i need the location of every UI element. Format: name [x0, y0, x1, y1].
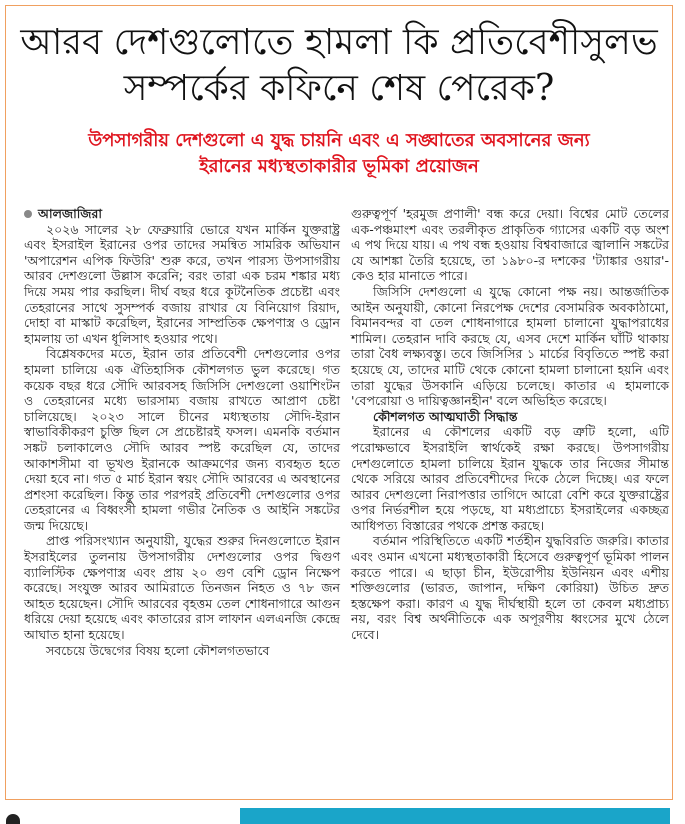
paragraph: ইরানের এ কৌশলের একটি বড় ত্রুটি হলো, এটি পরোক্ষভাবে ইসরাইলি স্বার্থকেই রক্ষা করছে। উপসাগরীয় দেশগুলোতে হামলা চালিয়ে ইরান যুদ্ধকে তার নিজের সীমান্ত থেকে সরিয়ে আরব প্রতিবেশীদের দিকে ঠেলে দিচ্ছে। এর ফলে আরব দেশগুলো নিরাপত্তার তাগিদে আরো বেশি করে যুক্তরাষ্ট্রের ওপর নির্ভরশীল হয়ে পড়ছে, যা মধ্যপ্রাচ্যে ইসরাইলের একচ্ছত্র আধিপত্য বিস্তারের পথকে প্রশস্ত করছে।: [351, 424, 669, 533]
paragraph: ২০২৬ সালের ২৮ ফেব্রুয়ারি ভোরে যখন মার্কিন যুক্তরাষ্ট্র এবং ইসরাইল ইরানের ওপর তাদের সমন্বিত সামরিক অভিযান 'অপারেশন এপিক ফিউরি' শুরু করে, তখন পারস্য উপসাগরীয় আরব দেশগুলো উল্লাস করেনি; বরং তারা এক চরম শঙ্কার মধ্য দিয়ে সময় পার করছিল। দীর্ঘ বছর ধরে কূটনৈতিক প্রচেষ্টা এবং তেহরানের সাথে সুসম্পর্ক বজায় রাখার যে বিনিয়োগ রিয়াদ, দোহা বা মাস্কাট করেছিল, ইরানের সাম্প্রতিক ক্ষেপণাস্ত্র ও ড্রোন হামলায় তা এখন ধূলিসাৎ হওয়ার পথে।: [24, 221, 340, 346]
next-article-fragment: [0, 808, 30, 824]
left-column: [24, 206, 340, 658]
paragraph: সবচেয়ে উদ্বেগের বিষয় হলো কৌশলগতভাবে: [46, 642, 270, 658]
byline-source: আলজাজিরা: [38, 206, 102, 221]
article-frame: [5, 5, 673, 800]
bullet-icon: [24, 210, 32, 218]
fragment-shape: [6, 814, 20, 824]
next-article-banner: [240, 808, 670, 824]
subheadline-line-1: উপসাগরীয় দেশগুলো এ যুদ্ধ চায়নি এবং এ সঙ্ঘাতের অবসানের জন্য: [88, 130, 590, 151]
byline: [24, 206, 340, 222]
paragraph: প্রাপ্ত পরিসংখ্যান অনুযায়ী, যুদ্ধের শুরুর দিনগুলোতে ইরান ইসরাইলের তুলনায় উপসাগরীয় দেশগুলোর ওপর দ্বিগুণ ব্যালিস্টিক ক্ষেপণাস্ত্র এবং প্রায় ২০ গুণ বেশি ড্রোন নিক্ষেপ করেছে। সংযুক্ত আরব আমিরাতে তিনজন নিহত ও ৭৮ জন আহত হয়েছেন। সৌদি আরবের বৃহত্তম তেল শোধনাগারে আগুন ধরিয়ে দেয়া হয়েছে এবং কাতারের রাস লাফান এলএনজি কেন্দ্রে আঘাত হানা হয়েছে।: [24, 533, 340, 643]
paragraph-continued: গুরুত্বপূর্ণ 'হরমুজ প্রণালী' বন্ধ করে দেয়া। বিশ্বের মোট তেলের এক-পঞ্চমাংশ এবং তরলীকৃত প্রাকৃতিক গ্যাসের একটি বড় অংশ এ পথ দিয়ে যায়। এ পথ বন্ধ হওয়ায় বিশ্ববাজারে জ্বালানি সঙ্কটের যে আশঙ্কা তৈরি হয়েছে, তা ১৯৮০-র দশকের 'ট্যাঙ্কার ওয়ার'-কেও হার মানাতে পারে।: [351, 206, 669, 284]
subheadline: [6, 128, 672, 180]
subheadline-line-2: ইরানের মধ্যস্থতাকারীর ভূমিকা প্রয়োজন: [199, 156, 479, 177]
right-column: [351, 206, 669, 643]
headline-line-1: আরব দেশগুলোতে হামলা কি প্রতিবেশীসুলভ: [20, 22, 658, 63]
paragraph: বর্তমান পরিস্থিতিতে একটি শর্তহীন যুদ্ধবিরতি জরুরি। কাতার এবং ওমান এখনো মধ্যস্থতাকারী হিসেবে গুরুত্বপূর্ণ ভূমিকা পালন করতে পারে। এ ছাড়া চীন, ইউরোপীয় ইউনিয়ন এবং এশীয় শক্তিগুলোর (ভারত, জাপান, দক্ষিণ কোরিয়া) উচিত দ্রুত হস্তক্ষেপ করা। কারণ এ যুদ্ধ দীর্ঘস্থায়ী হলে তা কেবল মধ্যপ্রাচ্য নয়, বরং বিশ্ব অর্থনীতিকে এক অপূরণীয় ধ্বংসের মুখে ঠেলে দেবে।: [351, 533, 669, 643]
paragraph: বিশ্লেষকদের মতে, ইরান তার প্রতিবেশী দেশগুলোর ওপর হামলা চালিয়ে এক ঐতিহাসিক কৌশলগত ভুল করেছে। গত কয়েক বছর ধরে সৌদি আরবসহ জিসিসি দেশগুলো ওয়াশিংটন ও তেহরানের মধ্যে ভারসাম্য বজায় রাখতে আপ্রাণ চেষ্টা চালিয়েছে। ২০২৩ সালে চীনের মধ্যস্থতায় সৌদি-ইরান স্বাভাবিকীকরণ চুক্তি ছিল সে প্রচেষ্টারই ফসল। এমনকি বর্তমান সঙ্কট চলাকালেও সৌদি আরব স্পষ্ট করেছিল যে, তাদের আকাশসীমা বা ভূখণ্ড ইরানকে আক্রমণের জন্য ব্যবহৃত হতে দেয়া হবে না। গত ৫ মার্চ ইরান স্বয়ং সৌদি আরবের এ অবস্থানের প্রশংসা করেছিল। কিন্তু তার পরপরই প্রতিবেশী দেশগুলোর ওপর তেহরানের এ বিধ্বংসী হামলা গভীর নৈতিক ও আইনি সঙ্কটের জন্ম দিয়েছে।: [24, 346, 340, 533]
paragraph: জিসিসি দেশগুলো এ যুদ্ধে কোনো পক্ষ নয়। আন্তর্জাতিক আইন অনুযায়ী, কোনো নিরপেক্ষ দেশের বেসামরিক অবকাঠামো, বিমানবন্দর বা তেল শোধনাগারে হামলা চালানো যুদ্ধাপরাধের শামিল। তেহরান দাবি করছে যে, এসব দেশে মার্কিন ঘাঁটি থাকায় তারা বৈধ লক্ষ্যবস্তু। তবে জিসিসির ১ মার্চের বিবৃতিতে স্পষ্ট করা হয়েছে যে, তাদের মাটি থেকে কোনো হামলা চালানো হয়নি এবং তারা যুদ্ধের উসকানি এড়িয়ে চলেছে। কাতার এ হামলাকে 'বেপরোয়া ও দায়িত্বজ্ঞানহীন' বলে অভিহিত করেছে।: [351, 283, 669, 409]
headline: [6, 20, 672, 112]
headline-line-2: সম্পর্কের কফিনে শেষ পেরেক?: [123, 68, 555, 109]
section-subheading: কৌশলগত আত্মঘাতী সিদ্ধান্ত: [373, 408, 518, 424]
